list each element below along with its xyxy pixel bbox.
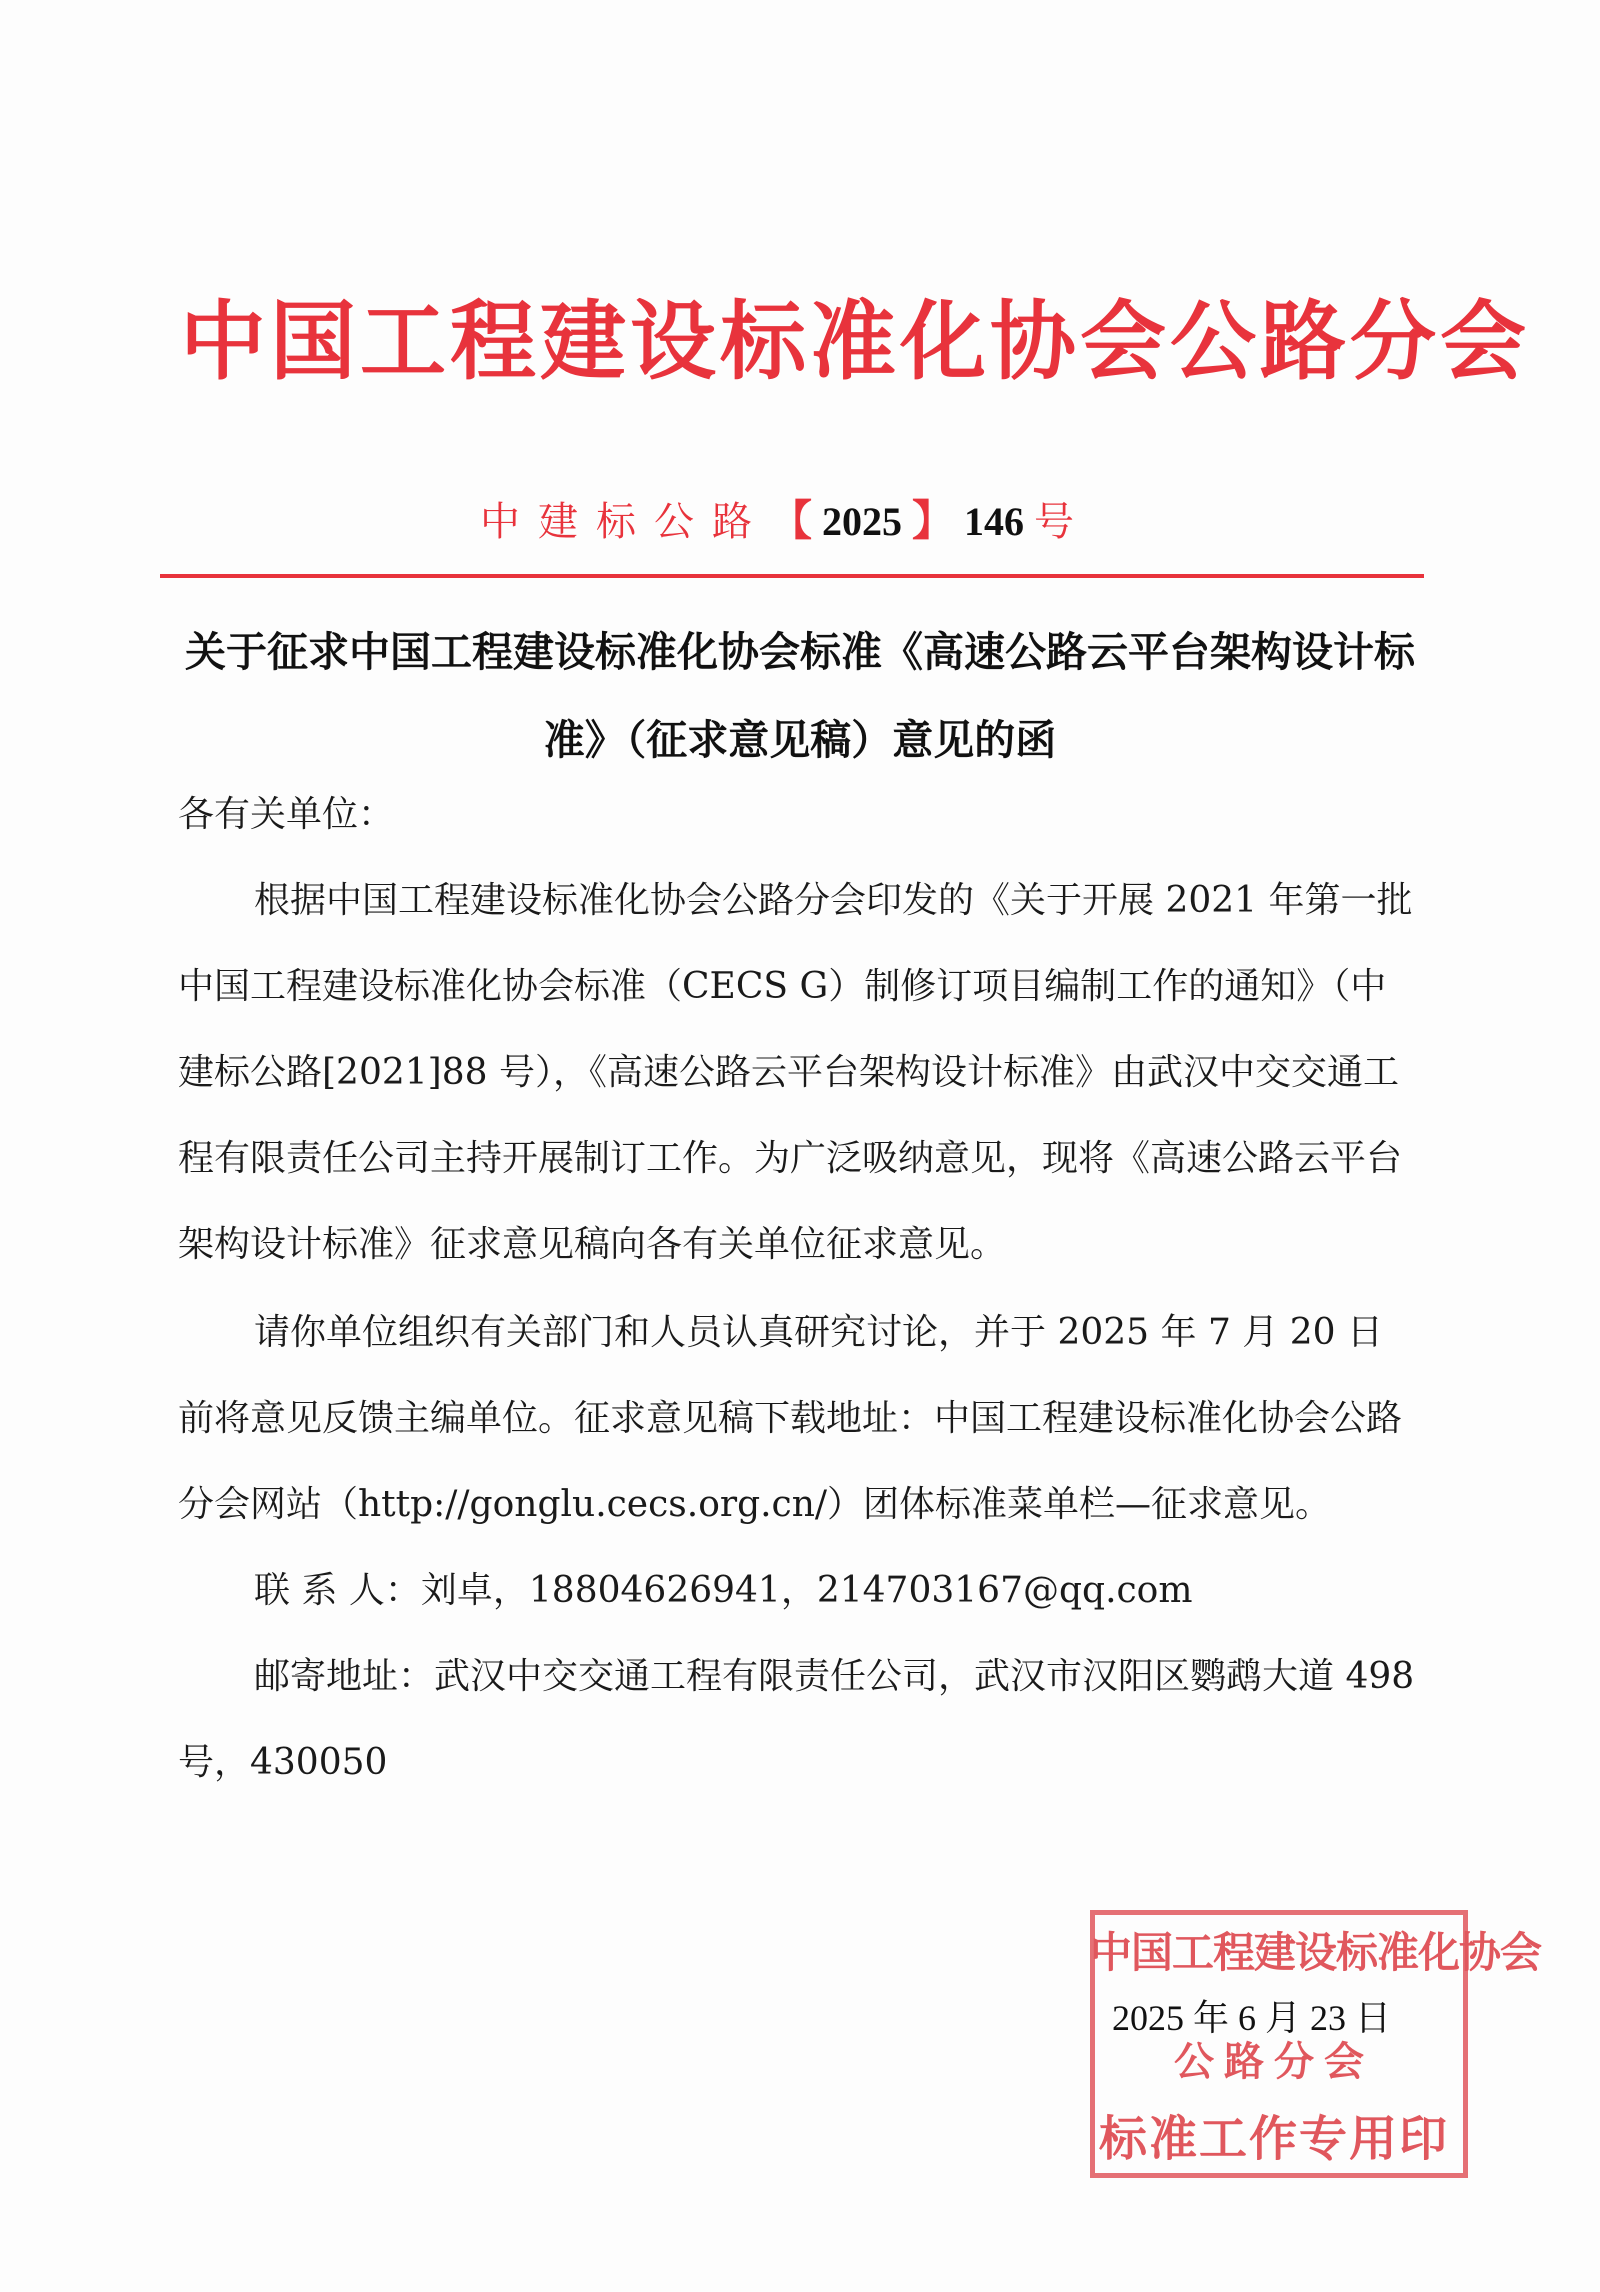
seal-line-purpose: 标准工作专用印 — [1098, 2111, 1449, 2167]
official-seal — [1090, 1910, 1542, 2178]
document-number — [480, 488, 1120, 548]
doc-number-open-bracket: 【 — [770, 496, 813, 545]
salutation: 各有关单位： — [178, 794, 395, 835]
doc-number-year: 2025 — [822, 499, 903, 544]
header-divider — [160, 574, 1424, 578]
seal-line-organization: 中国工程建设标准化协会 — [1090, 1928, 1542, 1977]
doc-number-close-bracket: 】 — [912, 496, 955, 545]
paragraph-request: 请你单位组织有关部门和人员认真研究讨论，并于 2025 年 7 月 20 日前将意见反馈主编单位。征求意见稿下载地址：中国工程建设标准化协会公路分会网站（http://gonglu.cecs.org.cn/）团体标准菜单栏—征求意见。 — [178, 1312, 1403, 1525]
signature-date: 2025 年 6 月 23 日 — [1112, 1998, 1392, 2038]
mailing-address: 邮寄地址：武汉中交交通工程有限责任公司，武汉市汉阳区鹦鹉大道 498 号，430050 — [178, 1656, 1415, 1783]
doc-number-serial: 146 — [964, 499, 1025, 544]
organization-header: 中国工程建设标准化协会公路分会 — [180, 292, 1530, 392]
doc-number-prefix: 中建标公路 — [480, 499, 770, 545]
contact-line: 联 系 人：刘卓，18804626941，214703167@qq.com — [254, 1570, 1193, 1611]
doc-number-suffix: 号 — [1034, 499, 1093, 545]
seal-line-branch: 公路分会 — [1174, 2039, 1374, 2085]
paragraph-background: 根据中国工程建设标准化协会公路分会印发的《关于开展 2021 年第一批中国工程建设标准化协会标准（CECS G）制修订项目编制工作的通知》（中建标公路[2021]88 号），《高速公路云平台架构设计标准》由武汉中交交通工程有限责任公司主持开展制订工作。为广泛吸纳意见，现将《高速公路云平台架构设计标准》征求意见稿向各有关单位征求意见。 — [178, 880, 1413, 1265]
document-title: 关于征求中国工程建设标准化协会标准《高速公路云平台架构设计标准》（征求意见稿）意见的函 — [185, 628, 1415, 764]
